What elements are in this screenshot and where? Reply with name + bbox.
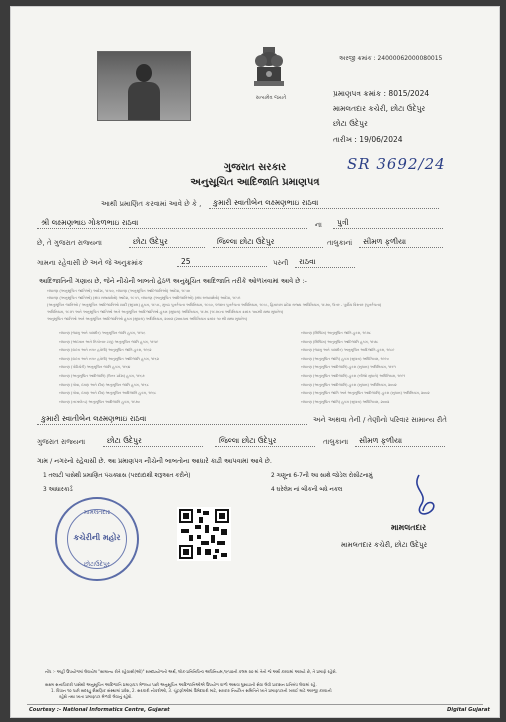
res-district-value: જિલ્લા છોટા ઉદેપુર	[215, 436, 315, 447]
qr-code-icon	[177, 507, 231, 561]
requirement-item: 3 આધારકાર્ડ	[43, 487, 73, 493]
resident-name: કુમારી સ્વાતીબેન લક્ષ્મણભાઇ રાઠવા	[37, 414, 307, 425]
order-item: બંધારણ (અનુસૂચિત આદિજાતિ) હુકમ (સુધારા) અધિનિયમ, ૨૦૦૨	[301, 382, 397, 387]
parent-name: શ્રી લક્ષ્મણભાઇ ગોકળભાઇ રાઠવા	[37, 218, 307, 229]
order-item: બંધારણ (નાગાલેન્ડ) અનુસૂચિત આદિજાતિ હુકમ, ૧૯૭૦	[59, 399, 140, 404]
issuing-office: મામલતદાર કચેરી, છોટા ઉદેપુર	[333, 104, 426, 113]
orders-left-list	[59, 329, 159, 406]
photo-body-shape	[128, 82, 160, 121]
seal-middle-text: કચેરીની મહોર	[73, 533, 121, 542]
res-taluka-label: તાલુકાના	[323, 438, 349, 446]
resident-tail: અને અથવા તેની / તેણીનો પરિવાર સામાન્ય રીતે	[313, 416, 447, 424]
requirement-item: 1 તલાટી પાસેથી પ્રમાણિત પંચક્યાસ (પરદાદાથી શરૂઆત કરીને)	[43, 473, 191, 479]
order-item: બંધારણ (અનુસૂચિત જાતિ) હુકમ (સુધારા) અધિનિયમ, ૨૦૦૨	[301, 399, 390, 404]
seal-bottom-text: છોટાઉદેપુર	[84, 561, 110, 568]
government-title: ગુજરાત સરકાર	[223, 162, 287, 173]
footnote-3: 1. વિધાન ૧૦ પછી સદરહુ શૈક્ષણિક સંસ્થામાં પ્રવેશ, 2. સરકારી નોકરીઓ, 3. ચૂંટણીઓમાં ઉમેદવારી માટે, સરકાર નિયંત્રિત સમિતિને ખાતે પ્રમાણપત્રની ખરાઈ માટે અરજી કરવાની	[51, 688, 332, 693]
signatory-title: મામલતદાર	[391, 523, 427, 532]
caste-label: પરની	[273, 259, 289, 267]
district-value: જિલ્લા છોટા ઉદેપુર	[213, 237, 323, 248]
legal-text-2: બંધારણ (અનુસૂચિત જાતિઓ) (સંઘ રાજ્યક્ષેત્રો) આદેશ, ૧૯૫૧, બંધારણ (અનુસૂચિત આદિજાતિઓ) (સંઘ રાજ્યક્ષેત્રો) આદેશ, ૧૯૫૧	[47, 296, 241, 300]
order-item: બંધારણ (અંદમાન અને નિકોબાર ટાપુ) અનુસૂચિત જાતિ હુકમ, ૧૯૫૯	[59, 339, 159, 344]
order-item: બંધારણ (જમ્મુ અને કાશ્મીર) અનુસૂચિત આદિજાતિ હુકમ, ૧૯૮૯	[301, 348, 395, 353]
taluka-label: તાલુકાનાં	[327, 239, 353, 247]
basis-statement: ગામ / નગરનો રહેવાસી છે. આ પ્રમાણપત્ર નીચેની બાબતોના આધારે કાઢી આપવામાં આવે છે.	[37, 457, 272, 465]
order-item: બંધારણ (દાદરા અને નગર હવેલી) અનુસૂચિત જાતિ હુકમ, ૧૯૬૨	[59, 348, 152, 353]
footnote-2: સક્ષમ સત્તાધિકારી પાસેથી અનુસૂચિત આદિજાતિ પ્રમાણપત્ર મેળવ્યા પછી અનુસૂચિત આદિજાતિઓએ ઉપયોગ વાળો અથવા ઘુસાડાની સેવા લેવી પ્રકાશન પ્રતિબંધ લેવામાં રહે.	[45, 682, 317, 687]
order-item: બંધારણ (અનુસૂચિત જાતિ અને અનુસૂચિત આદિજાતિ) હુકમ (સુધારા) અધિનિયમ, ૨૦૦૨	[301, 391, 430, 396]
order-item: બંધારણ (દાદરા અને નગર હવેલી) અનુસૂચિત આદિજાતિ હુકમ, ૧૯૬૨	[59, 356, 159, 361]
legal-text-1: બંધારણ (અનુસૂચિત જાતિઓ) આદેશ, ૧૯૫૦, બંધારણ (અનુસૂચિત આદિજાતિઓ) આદેશ, ૧૯૫૦	[47, 289, 191, 293]
footnote-4: રહેશે તથા ખાતા પ્રમાણપત્ર મેળવી લેવાનું રહેશે.	[59, 694, 133, 699]
order-item: બંધારણ (સિક્કિમ) અનુસૂચિત જાતિ હુકમ, ૧૯૭૮	[301, 331, 371, 335]
place-value: છોટા ઉદેપુર	[129, 237, 205, 248]
order-item: બંધારણ (પોંડિચેરી) અનુસૂચિત જાતિ હુકમ, ૧૯૬૪	[59, 365, 131, 370]
office-seal	[55, 497, 139, 581]
order-item: બંધારણ (ગોવા, દમણ અને દીવ) અનુસૂચિત જાતિ હુકમ, ૧૯૬૮	[59, 382, 149, 387]
photo-head-shape	[136, 64, 152, 82]
requirement-item: 2 ગણૂના 6-7ની આ સાથે જોડેલ રોસીટનામું	[271, 473, 373, 479]
caste-value: રાઠવા	[295, 257, 355, 268]
taluka-value: સીમળ ફળીયા	[359, 237, 443, 248]
res-state-label: ગુજરાત રાજ્યના	[37, 438, 86, 446]
order-item: બંધારણ (અનુસૂચિત આદિજાતિ) (ઉત્તર પ્રદેશ) હુકમ, ૧૯૬૭	[59, 373, 145, 378]
footnote-1: નોંધ :- અહીં ઉપયોગમાં લેવાયેલ "સામાન્ય રીતે રહેવાસી(ઓ)" શબ્દપ્રયોગનો અર્થ, લોક-પ્રતિનિધિત્વ અધિનિયમ,૧૯૫૦ની કલમ ૨૦ માં તેનો જે અર્થ કરવામાં આવ્યો છે, તે પ્રમાણે રહેશે.	[45, 669, 337, 674]
signatory-office: મામલતદાર કચેરી, છોટા ઉદેપુર	[341, 541, 428, 549]
res-taluka-value: સીમળ ફળીયા	[355, 436, 445, 447]
state-label: છે, તે ગુજરાત રાજ્યના	[37, 239, 102, 247]
order-item: બંધારણ (અનુસૂચિત આદિજાતિ) હુકમ (બીજો સુધારો) અધિનિયમ, ૧૯૯૧	[301, 373, 406, 378]
order-item: બંધારણ (અનુસૂચિત આદિજાતિ) હુકમ (સુધારા) અધિનિયમ, ૧૯૯૧	[301, 365, 396, 370]
footer-digital-gujarat: Digital Gujarat	[447, 707, 490, 713]
orders-right-list	[301, 329, 430, 406]
legal-text-5: અનુસૂચિત જાતિઓ અને અનુસૂચિત આદિજાતિઓ હુકમ (સુધારા) અધિનિયમ, ૨૦૦૨ (૨૦૦૩ના અધિનિયમ ક્રમાંક ૧૦ થી યથા સુધારેલ)	[47, 317, 248, 321]
applicant-photo	[97, 51, 191, 121]
order-item: બંધારણ (અનુસૂચિત જાતિ) હુકમ (સુધારા) અધિનિયમ, ૧૯૯૦	[301, 356, 389, 361]
order-item: બંધારણ (જમ્મુ અને કાશ્મીર) અનુસૂચિત જાતિ હુકમ, ૧૯૫૬	[59, 331, 146, 335]
relation-value: પુત્રી	[333, 218, 443, 229]
certificate-title: અનુસૂચિત આદિજાતિ પ્રમાણપત્ર	[190, 177, 320, 188]
issuing-place: છોટા ઉદેપુર	[333, 119, 368, 128]
applicant-name: કુમારી સ્વાતીબેન લક્ષ્મણભાઇ રાઠવા	[209, 198, 439, 209]
footer-courtesy: Courtesy :- National Informatics Centre, Gujarat	[29, 707, 170, 713]
handwritten-register-number: SR 3692/24	[347, 155, 446, 173]
application-number: અરજી ક્રમાંક : 24000062000080015	[339, 55, 443, 62]
seal-top-text: મામલતદાર	[83, 509, 111, 516]
legal-text-3: (અનુસૂચિત જાતિઓ / અનુસૂચિત આદિજાતિઓ યાદી (સુધારા) હુકમ, ૧૯૫૬, મુંબઇ પુનર્રચના અધિનિયમ, ૧૯૬૦, પંજાબ પુનર્રચના અધિનિયમ, ૧૯૬૬, હિમાચલ પ્રદેશ રાજ્ય અધિનિયમ, ૧૯૭૦, ઉત્તર - પૂર્વીય વિસ્તાર (પુનર્રચના)	[47, 303, 382, 307]
res-place-value: છોટા ઉદેપુર	[103, 436, 203, 447]
emblem-caption: સત્યમેવ જયતે	[255, 95, 287, 101]
signature-mark	[409, 471, 439, 523]
na-label: ના	[315, 221, 322, 229]
footer-divider	[27, 704, 483, 705]
village-label: ગામના રહેવાસી છે અને જે અનુક્રમાંક	[37, 259, 143, 267]
issue-date: તારીખ : 19/06/2024	[333, 135, 403, 144]
tribe-statement: આદિજાતિની ગણાય છે, જેને નીચેની બાબતો હેઠળ અનુસૂચિત આદિજાતિ તરીકે ઓળખવામાં આવે છે :-	[39, 277, 307, 285]
certificate-number: પ્રમાણપત્ર ક્રમાંક : 8015/2024	[333, 89, 430, 98]
order-item: બંધારણ (ગોવા, દમણ અને દીવ) અનુસૂચિત આદિજાતિ હુકમ, ૧૯૬૮	[59, 391, 157, 396]
certify-label: આથી પ્રમાણિત કરવામાં આવે છે કે ,	[101, 200, 202, 208]
legal-text-4: અધિનિયમ, ૧૯૭૧ અને અનુસૂચિત જાતિઓ અને અનુસૂચિત આદિજાતિઓ હુકમ (સુધારા) અધિનિયમ, ૧૯૭૬ (૧૯૭૬ના અધિનિયમ ક્રમાંક ૧૦૮થી યથા સુધારેલ)	[47, 310, 284, 314]
national-emblem-icon	[249, 45, 289, 97]
serial-number: 25	[177, 257, 267, 267]
order-item: બંધારણ (સિક્કિમ) અનુસૂચિત આદિજાતિ હુકમ, ૧૯૭૮	[301, 339, 379, 344]
requirement-item: 4 ઘરેલેમ નાં બીકની બધે નકલ	[271, 487, 343, 493]
certificate-page	[10, 6, 500, 718]
